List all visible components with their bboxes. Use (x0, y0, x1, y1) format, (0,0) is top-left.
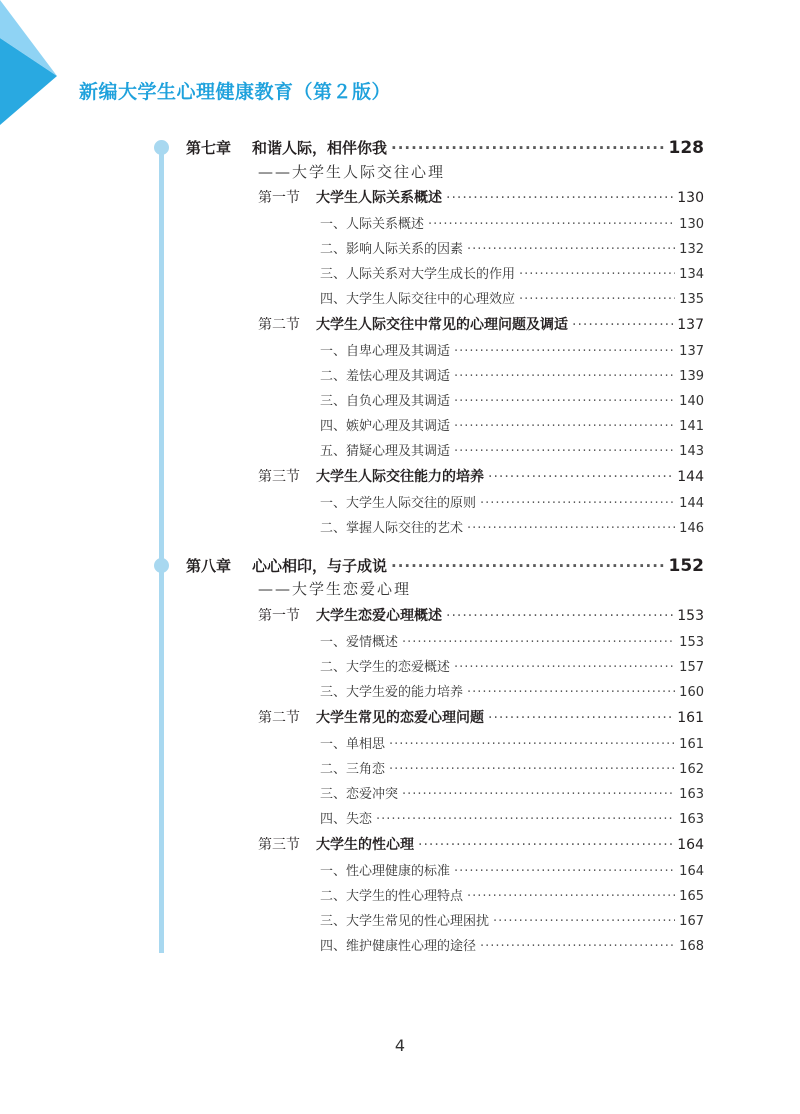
toc-section[interactable] (258, 187, 704, 207)
chapter-page: 152 (668, 556, 704, 576)
dot-leader (467, 889, 675, 904)
dot-leader (454, 369, 675, 384)
section-number: 第三节 (258, 837, 300, 853)
section-number: 第一节 (258, 608, 300, 624)
toc-item[interactable] (320, 238, 704, 257)
dot-leader (454, 344, 675, 359)
section-title: 大学生常见的恋爱心理问题 (316, 710, 484, 726)
item-title: 二、大学生的恋爱概述 (320, 660, 451, 675)
toc-section[interactable] (258, 707, 704, 727)
section-number: 第二节 (258, 710, 300, 726)
section-title: 大学生人际交往中常见的心理问题及调适 (316, 317, 568, 333)
item-title: 四、嫉妒心理及其调适 (320, 419, 451, 434)
item-page: 139 (679, 369, 704, 384)
item-title: 三、人际关系对大学生成长的作用 (320, 267, 516, 282)
item-title: 一、自卑心理及其调适 (320, 344, 451, 359)
toc-item[interactable] (320, 213, 704, 232)
toc-chapter-8[interactable] (186, 555, 704, 576)
chapter-title: 心心相印，与子成说 (252, 557, 388, 575)
item-title: 三、自负心理及其调适 (320, 394, 451, 409)
item-page: 130 (679, 217, 704, 232)
item-title: 二、影响人际关系的因素 (320, 242, 464, 257)
toc-section[interactable] (258, 314, 704, 334)
item-title: 三、恋爱冲突 (320, 787, 399, 802)
dot-leader (467, 242, 675, 257)
chapter-7-dot (154, 140, 169, 155)
dot-leader (402, 635, 675, 650)
book-title: 新编大学生心理健康教育（第２版） (79, 81, 392, 103)
toc-item[interactable] (320, 860, 704, 879)
dot-leader (454, 419, 675, 434)
chapter-subtitle: ——大学生人际交往心理 (258, 163, 446, 181)
item-title: 四、维护健康性心理的途径 (320, 939, 477, 954)
item-page: 167 (679, 914, 704, 929)
item-page: 165 (679, 889, 704, 904)
toc-item[interactable] (320, 517, 704, 536)
dot-leader (480, 939, 675, 954)
toc-section[interactable] (258, 466, 704, 486)
toc-item[interactable] (320, 365, 704, 384)
item-page: 135 (679, 292, 704, 307)
chapter-title: 和谐人际，相伴你我 (252, 139, 388, 157)
dot-leader (519, 292, 675, 307)
item-title: 一、大学生人际交往的原则 (320, 496, 477, 511)
item-title: 三、大学生常见的性心理困扰 (320, 914, 490, 929)
section-title: 大学生人际关系概述 (316, 190, 442, 206)
toc-item[interactable] (320, 885, 704, 904)
chapter-8-dot (154, 558, 169, 573)
dot-leader (572, 317, 673, 333)
dot-leader (467, 685, 675, 700)
chapter-page: 128 (668, 138, 704, 158)
dot-leader (454, 660, 675, 675)
item-title: 四、失恋 (320, 812, 373, 827)
chapter-subtitle: ——大学生恋爱心理 (258, 580, 412, 598)
dot-leader (402, 787, 675, 802)
dot-leader (418, 837, 673, 853)
toc-section[interactable] (258, 834, 704, 854)
section-page: 161 (677, 710, 704, 726)
dot-leader (389, 762, 675, 777)
item-title: 五、猜疑心理及其调适 (320, 444, 451, 459)
toc-item[interactable] (320, 263, 704, 282)
toc-item[interactable] (320, 783, 704, 802)
toc-item[interactable] (320, 340, 704, 359)
toc-item[interactable] (320, 415, 704, 434)
dot-leader (428, 217, 675, 232)
item-page: 162 (679, 762, 704, 777)
timeline-line (159, 148, 164, 953)
item-title: 四、大学生人际交往中的心理效应 (320, 292, 516, 307)
toc-item[interactable] (320, 390, 704, 409)
item-page: 140 (679, 394, 704, 409)
dot-leader (446, 608, 673, 624)
item-title: 二、大学生的性心理特点 (320, 889, 464, 904)
dot-leader (519, 267, 675, 282)
corner-decoration (0, 0, 60, 130)
item-page: 168 (679, 939, 704, 954)
item-page: 141 (679, 419, 704, 434)
item-page: 164 (679, 864, 704, 879)
section-number: 第一节 (258, 190, 300, 206)
item-page: 160 (679, 685, 704, 700)
dot-leader (454, 444, 675, 459)
chapter-number: 第七章 (186, 139, 232, 157)
item-title: 二、羞怯心理及其调适 (320, 369, 451, 384)
item-title: 一、人际关系概述 (320, 217, 425, 232)
dot-leader (480, 496, 675, 511)
toc-item[interactable] (320, 733, 704, 752)
toc-item[interactable] (320, 656, 704, 675)
item-page: 163 (679, 812, 704, 827)
toc-section[interactable] (258, 605, 704, 625)
dot-leader (454, 864, 675, 879)
section-page: 164 (677, 837, 704, 853)
toc-item[interactable] (320, 631, 704, 650)
dot-leader (391, 139, 664, 157)
item-page: 161 (679, 737, 704, 752)
section-page: 153 (677, 608, 704, 624)
dot-leader (467, 521, 675, 536)
toc-item[interactable] (320, 808, 704, 827)
dot-leader (389, 737, 675, 752)
section-title: 大学生恋爱心理概述 (316, 608, 442, 624)
item-title: 一、性心理健康的标准 (320, 864, 451, 879)
item-title: 一、单相思 (320, 737, 386, 752)
item-title: 三、大学生爱的能力培养 (320, 685, 464, 700)
dot-leader (376, 812, 675, 827)
item-page: 157 (679, 660, 704, 675)
toc-item[interactable] (320, 681, 704, 700)
item-page: 146 (679, 521, 704, 536)
dot-leader (454, 394, 675, 409)
dot-leader (488, 469, 673, 485)
section-page: 130 (677, 190, 704, 206)
section-number: 第三节 (258, 469, 300, 485)
dot-leader (391, 557, 664, 575)
section-title: 大学生人际交往能力的培养 (316, 469, 484, 485)
item-page: 132 (679, 242, 704, 257)
item-page: 137 (679, 344, 704, 359)
section-title: 大学生的性心理 (316, 837, 414, 853)
item-title: 一、爱情概述 (320, 635, 399, 650)
dot-leader (493, 914, 675, 929)
toc-item[interactable] (320, 440, 704, 459)
section-number: 第二节 (258, 317, 300, 333)
section-page: 144 (677, 469, 704, 485)
chapter-number: 第八章 (186, 557, 232, 575)
item-title: 二、三角恋 (320, 762, 386, 777)
page-number: 4 (394, 1036, 406, 1055)
item-page: 163 (679, 787, 704, 802)
item-page: 153 (679, 635, 704, 650)
toc-item[interactable] (320, 758, 704, 777)
item-title: 二、掌握人际交往的艺术 (320, 521, 464, 536)
section-page: 137 (677, 317, 704, 333)
dot-leader (446, 190, 673, 206)
item-page: 144 (679, 496, 704, 511)
toc-chapter-7[interactable] (186, 137, 704, 158)
toc-item[interactable] (320, 492, 704, 511)
dot-leader (488, 710, 673, 726)
toc-item[interactable] (320, 935, 704, 954)
item-page: 143 (679, 444, 704, 459)
toc-item[interactable] (320, 910, 704, 929)
item-page: 134 (679, 267, 704, 282)
toc-item[interactable] (320, 288, 704, 307)
